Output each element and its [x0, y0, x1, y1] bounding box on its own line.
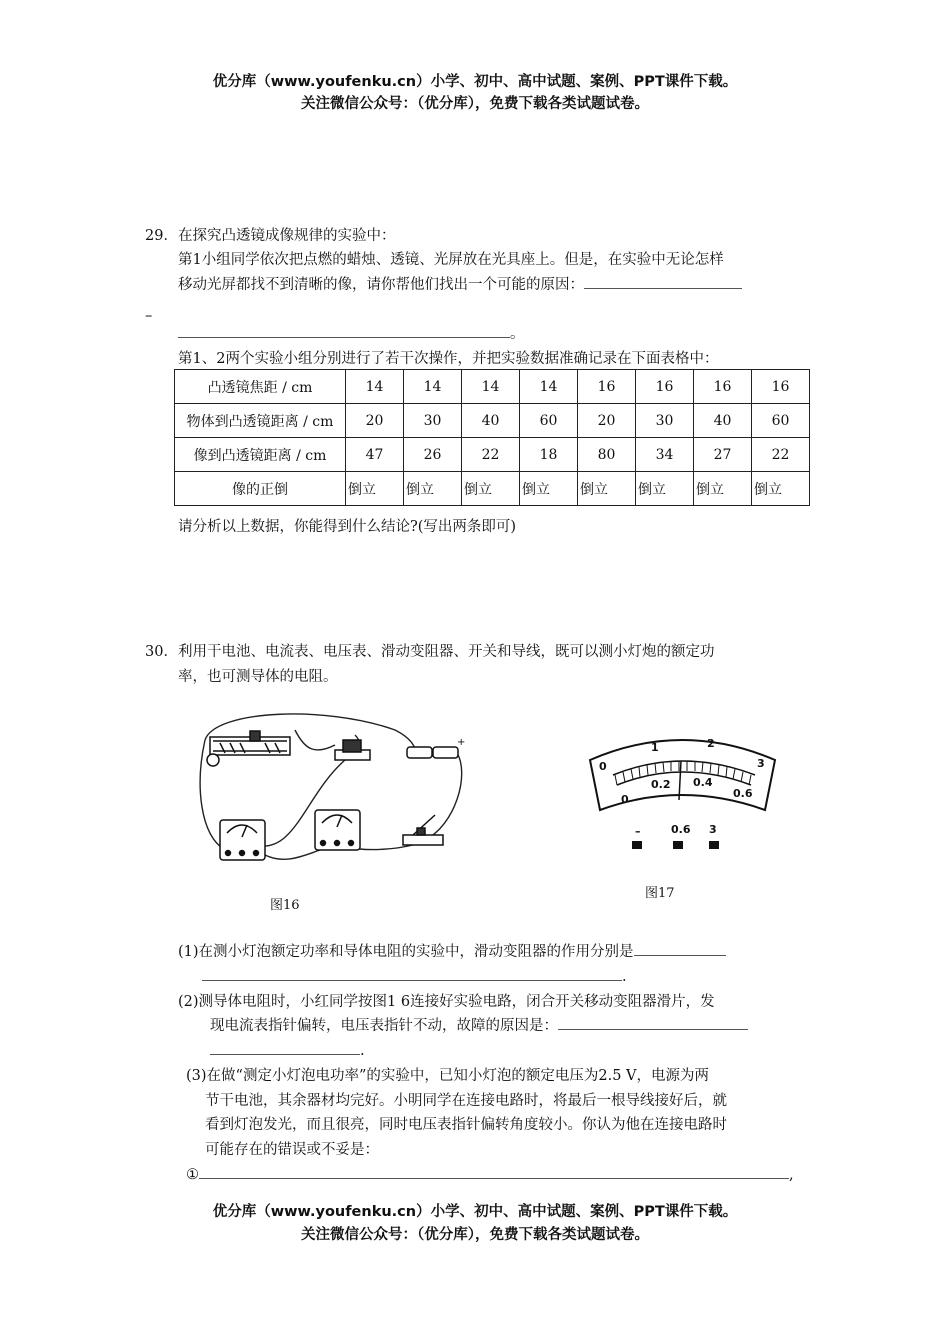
table-row	[175, 472, 810, 506]
table-cell: 22	[752, 438, 810, 472]
table-cell: 倒立	[636, 472, 694, 506]
table-cell: 倒立	[462, 472, 520, 506]
table-cell: 47	[346, 438, 404, 472]
table-row	[175, 438, 810, 472]
svg-text:+: +	[457, 737, 466, 748]
switch	[403, 815, 443, 845]
q29-answer-line-2	[178, 322, 525, 346]
q30-sub2-line-2	[210, 1014, 748, 1038]
q30-sub3-line-4: 可能存在的错误或不妥是：	[205, 1142, 379, 1158]
table-cell: 27	[694, 438, 752, 472]
table-cell: 26	[404, 438, 462, 472]
q30-sub1	[178, 940, 726, 964]
table-cell: 倒立	[404, 472, 462, 506]
dial-top-tick: 0	[599, 760, 607, 773]
table-cell: 16	[694, 370, 752, 404]
q30-sub3-item-1	[186, 1163, 794, 1187]
ammeter	[220, 820, 265, 860]
battery	[407, 737, 465, 758]
q30-stem-line-1: 利用干电池、电流表、电压表、滑动变阻器、开关和导线，既可以测小灯炮的额定功	[178, 644, 715, 660]
answer-blank[interactable]	[558, 1015, 748, 1030]
circuit-figure	[195, 705, 475, 875]
terminal-label: 3	[709, 823, 717, 836]
table-cell: 60	[520, 404, 578, 438]
table-cell: 16	[578, 370, 636, 404]
table-cell: 20	[346, 404, 404, 438]
dial-bottom-tick: 0.4	[693, 776, 713, 789]
end-mark: ,	[789, 1167, 794, 1183]
table-cell: 倒立	[578, 472, 636, 506]
end-mark: .	[622, 969, 627, 985]
table-cell: 倒立	[752, 472, 810, 506]
row-header: 凸透镜焦距 / cm	[175, 370, 346, 404]
table-cell: 16	[752, 370, 810, 404]
dial-top-tick: 3	[757, 757, 765, 770]
answer-blank[interactable]	[178, 323, 510, 338]
figure-17-caption: 图17	[645, 886, 675, 901]
q30-sub2-text: 现电流表指针偏转，电压表指针不动，故障的原因是：	[210, 1018, 558, 1034]
dial-bottom-tick: 0	[621, 793, 629, 806]
stray-dash: –	[145, 308, 153, 324]
q30-sub2-line-3	[210, 1039, 365, 1063]
q29-number: 29．	[145, 228, 178, 244]
table-cell: 22	[462, 438, 520, 472]
q30-sub3-line-2: 节干电池，其余器材均完好。小明同学在连接电路时，将最后一根导线接好后，就	[205, 1093, 727, 1109]
voltmeter	[315, 810, 360, 850]
q29-paragraph-1: 第1小组同学依次把点燃的蜡烛、透镜、光屏放在光具座上。但是，在实验中无论怎样	[178, 252, 724, 268]
q29-paragraph-2-text: 移动光屏都找不到清晰的像，请你帮他们找出一个可能的原因：	[178, 277, 584, 293]
q30-sub1-line-2	[202, 965, 627, 989]
wire	[265, 850, 320, 859]
table-cell: 34	[636, 438, 694, 472]
meter-dial-figure	[585, 725, 780, 865]
answer-blank[interactable]	[584, 274, 742, 289]
dial-bottom-tick: 0.6	[733, 787, 753, 800]
table-cell: 40	[462, 404, 520, 438]
answer-blank[interactable]	[199, 1164, 789, 1179]
dial-top-tick: 1	[651, 741, 659, 754]
table-cell: 倒立	[694, 472, 752, 506]
row-header: 物体到凸透镜距离 / cm	[175, 404, 346, 438]
table-cell: 18	[520, 438, 578, 472]
header-line-2: 关注微信公众号：（优分库），免费下载各类试题试卷。	[301, 96, 649, 112]
q30-sub1-text: (1)在测小灯泡额定功率和导体电阻的实验中，滑动变阻器的作用分别是	[178, 944, 634, 960]
answer-blank[interactable]	[210, 1040, 360, 1055]
answer-blank[interactable]	[202, 966, 622, 981]
table-cell: 14	[346, 370, 404, 404]
q30-stem-line-2: 率，也可测导体的电阻。	[178, 669, 338, 685]
table-cell: 倒立	[346, 472, 404, 506]
end-mark: 。	[510, 326, 525, 342]
table-cell: 14	[520, 370, 578, 404]
terminal-posts	[632, 841, 719, 849]
q29-analysis: 请分析以上数据，你能得到什么结论?(写出两条即可)	[178, 519, 517, 535]
figure-16-caption: 图16	[270, 898, 300, 913]
rheostat	[207, 731, 290, 766]
q29-stem: 在探究凸透镜成像规律的实验中：	[178, 228, 396, 244]
table-cell: 30	[404, 404, 462, 438]
terminal-label: –	[635, 825, 641, 838]
dial-top-tick: 2	[707, 737, 715, 750]
lens-data-table	[174, 369, 810, 506]
row-header: 像到凸透镜距离 / cm	[175, 438, 346, 472]
table-cell: 40	[694, 404, 752, 438]
table-cell: 14	[404, 370, 462, 404]
table-cell: 14	[462, 370, 520, 404]
answer-blank[interactable]	[634, 941, 726, 956]
footer-line-2: 关注微信公众号：（优分库），免费下载各类试题试卷。	[301, 1227, 649, 1243]
wire	[295, 730, 335, 750]
q30-sub3-line-3: 看到灯泡发光，而且很亮，同时电压表指针偏转角度较小。你认为他在连接电路时	[205, 1117, 727, 1133]
table-row	[175, 370, 810, 404]
table-cell: 30	[636, 404, 694, 438]
table-cell: 60	[752, 404, 810, 438]
table-cell: 倒立	[520, 472, 578, 506]
lamp-holder	[335, 740, 370, 760]
dial-bottom-tick: 0.2	[651, 778, 671, 791]
end-mark: .	[360, 1043, 365, 1059]
terminal-label: 0.6	[671, 823, 691, 836]
header-line-1: 优分库（www.youfenku.cn）小学、初中、高中试题、案例、PPT课件下载。	[212, 74, 738, 90]
table-row	[175, 404, 810, 438]
item-marker: ①	[186, 1167, 199, 1183]
q30-number: 30．	[145, 644, 178, 660]
table-cell: 16	[636, 370, 694, 404]
q29-paragraph-2	[178, 273, 742, 297]
q30-sub3-line-1: (3)在做“测定小灯泡电功率”的实验中，已知小灯泡的额定电压为2.5 V，电源为两	[186, 1068, 710, 1084]
table-cell: 20	[578, 404, 636, 438]
footer-line-1: 优分库（www.youfenku.cn）小学、初中、高中试题、案例、PPT课件下载。	[212, 1204, 738, 1220]
row-header: 像的正倒	[175, 472, 346, 506]
q30-sub2-line-1: (2)测导体电阻时，小红同学按图1 6连接好实验电路，闭合开关移动变阻器滑片，发	[178, 994, 715, 1010]
table-cell: 80	[578, 438, 636, 472]
q29-paragraph-3: 第1、2两个实验小组分别进行了若干次操作，并把实验数据准确记录在下面表格中：	[178, 351, 719, 367]
